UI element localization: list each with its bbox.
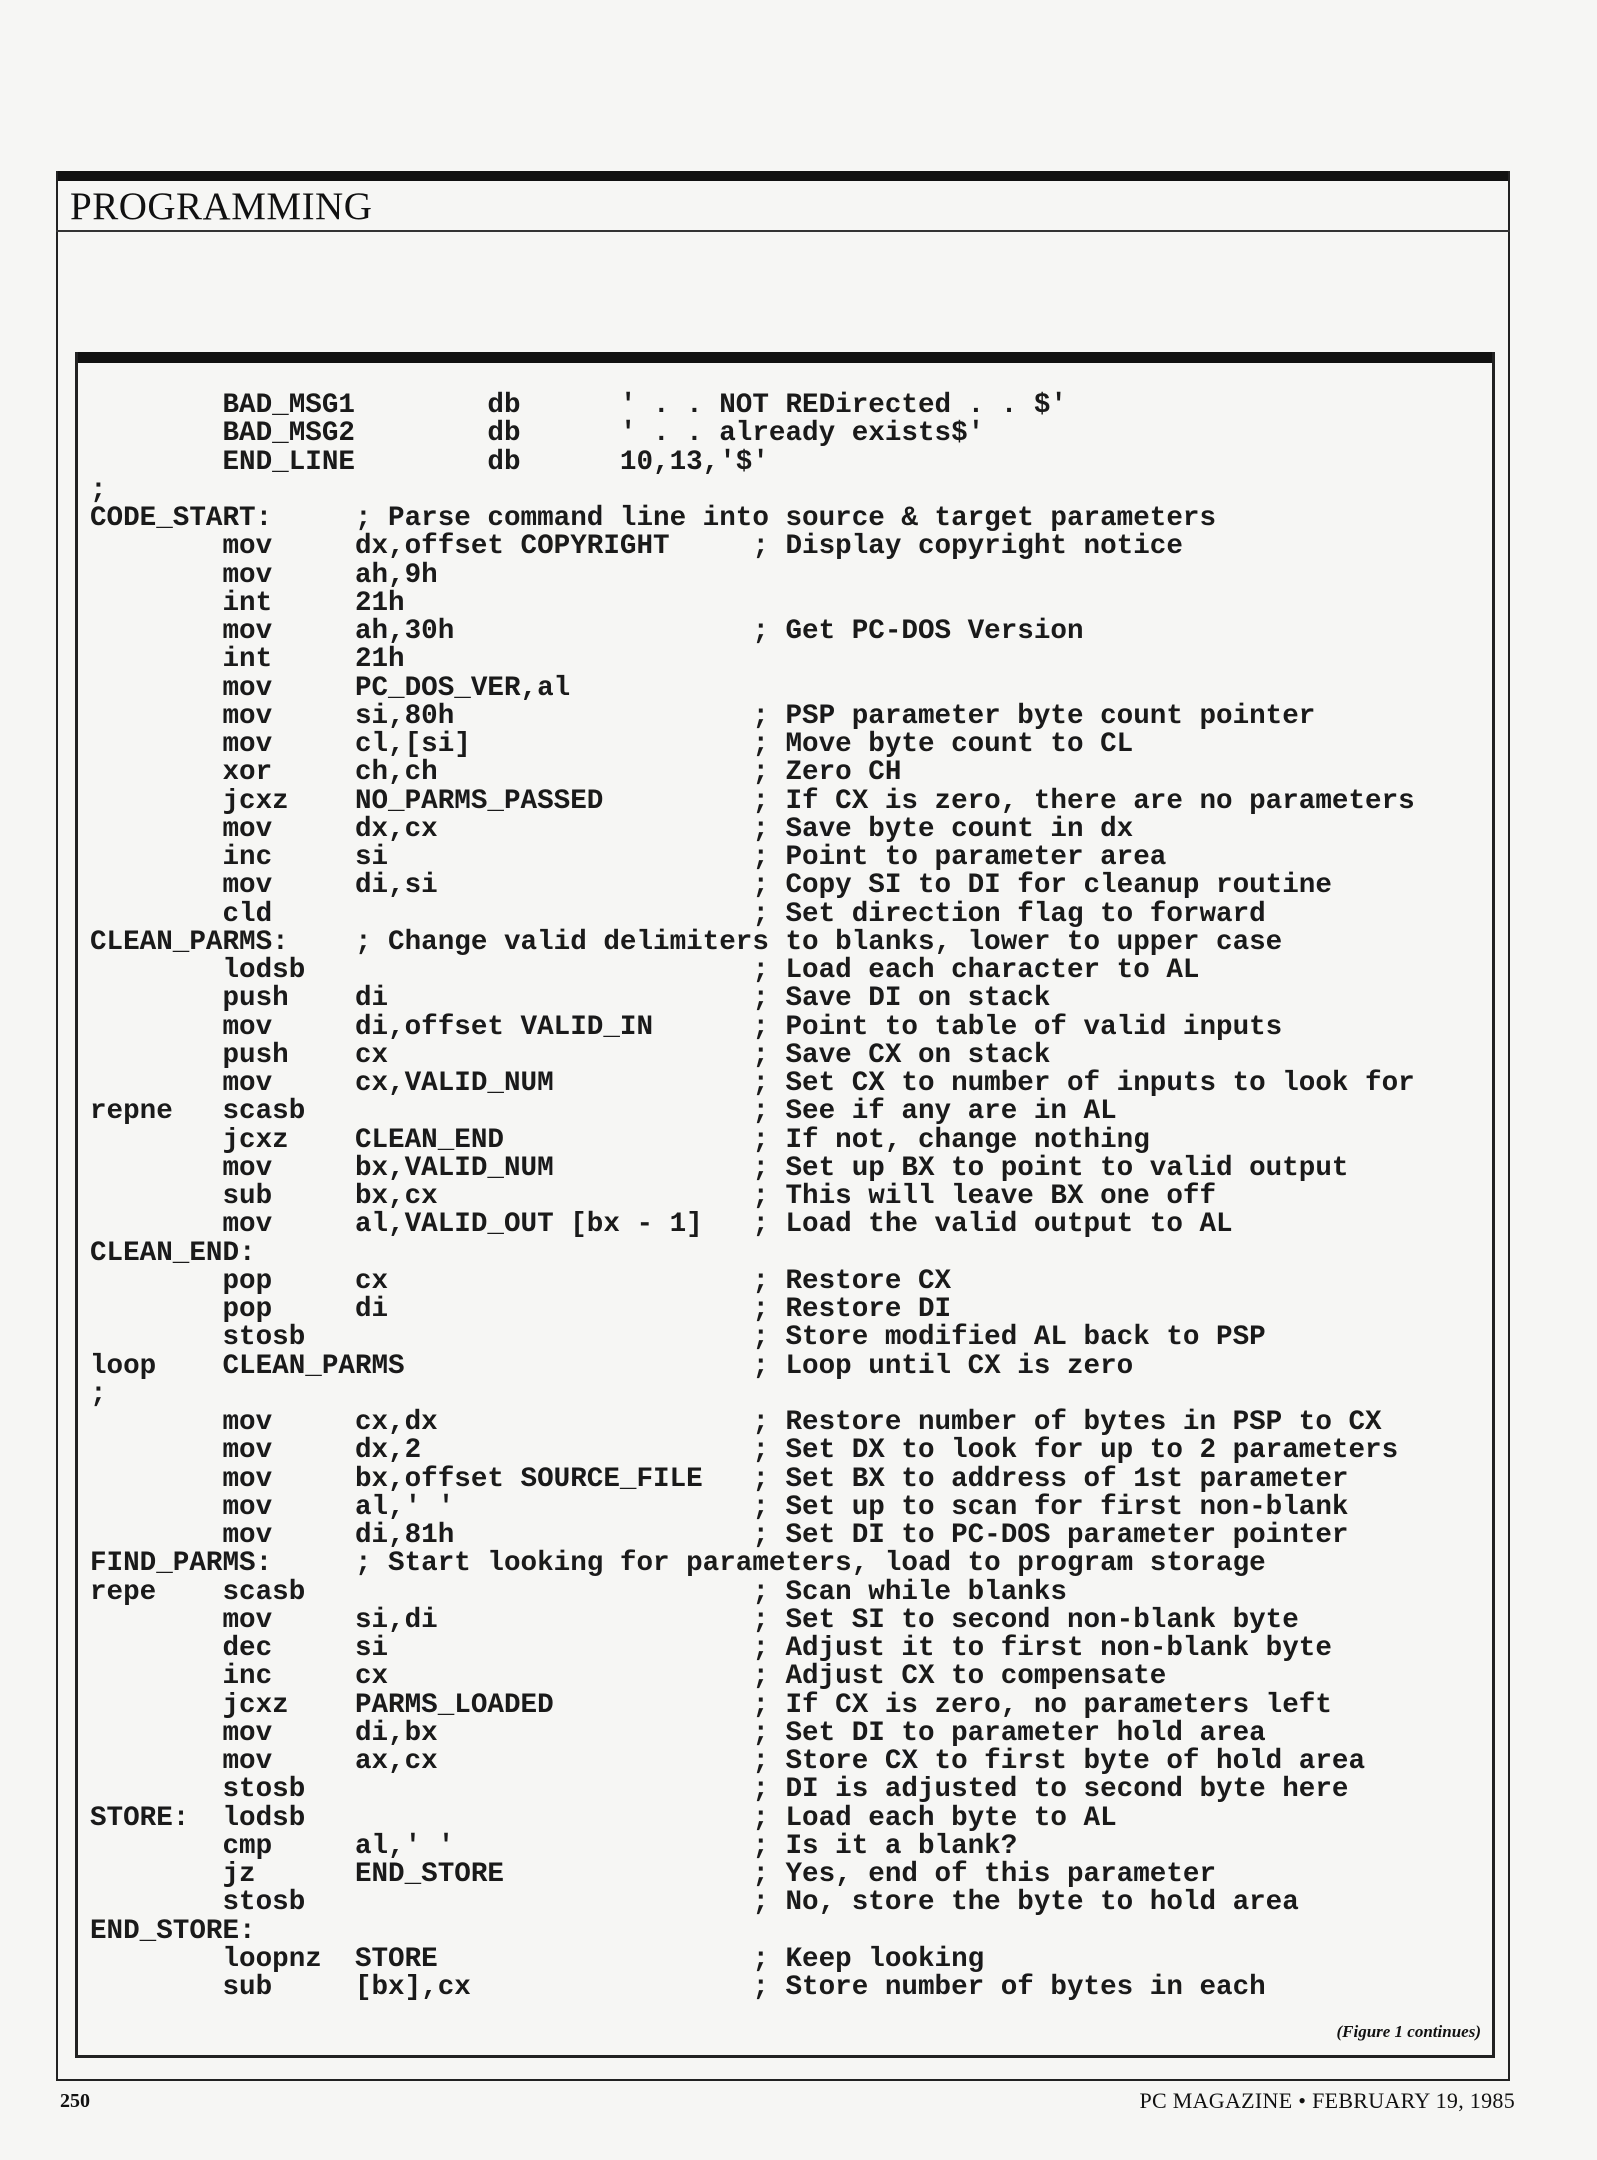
- code-line: mov cl,[si] ; Move byte count to CL: [90, 729, 1134, 760]
- header-divider: [56, 230, 1510, 232]
- code-line: mov di,81h ; Set DI to PC-DOS parameter pointer: [90, 1520, 1349, 1551]
- code-line: repne scasb ; See if any are in AL: [90, 1096, 1117, 1128]
- code-line: FIND_PARMS: ; Start looking for parameters, load to program storage: [90, 1548, 1266, 1580]
- code-line: pop cx ; Restore CX: [90, 1265, 952, 1297]
- code-line: mov di,offset VALID_IN ; Point to table of valid inputs: [90, 1011, 1283, 1043]
- code-line: stosb ; DI is adjusted to second byte here: [90, 1774, 1349, 1806]
- code-line: CLEAN_END:: [90, 1237, 256, 1269]
- code-line: mov di,bx ; Set DI to parameter hold area: [90, 1717, 1266, 1749]
- code-listing: [90, 392, 1415, 2002]
- code-line: int 21h: [90, 587, 405, 619]
- code-line: loop CLEAN_PARMS ; Loop until CX is zero: [90, 1350, 1134, 1382]
- code-line: mov ah,30h ; Get PC-DOS Version: [90, 616, 1084, 647]
- code-line: mov dx,2 ; Set DX to look for up to 2 parameters: [90, 1435, 1399, 1467]
- code-line: mov al,' ' ; Set up to scan for first non-blank: [90, 1491, 1349, 1523]
- code-line: sub [bx],cx ; Store number of bytes in each: [90, 1972, 1266, 2003]
- code-line: CLEAN_PARMS: ; Change valid delimiters to blanks, lower to upper case: [90, 926, 1283, 958]
- code-line: mov bx,offset SOURCE_FILE ; Set BX to address of 1st parameter: [90, 1463, 1349, 1495]
- code-line: mov cx,VALID_NUM ; Set CX to number of inputs to look for: [90, 1068, 1415, 1099]
- code-line: cmp al,' ' ; Is it a blank?: [90, 1830, 1018, 1862]
- figure-caption: (Figure 1 continues): [1336, 2022, 1481, 2041]
- code-line: END_LINE db 10,13,'$': [90, 446, 769, 478]
- code-line: push di ; Save DI on stack: [90, 983, 1051, 1015]
- code-line: cld ; Set direction flag to forward: [90, 898, 1266, 930]
- code-line: stosb ; Store modified AL back to PSP: [90, 1322, 1266, 1354]
- page-number: 250: [60, 2090, 90, 2112]
- code-line: dec si ; Adjust it to first non-blank byte: [90, 1633, 1332, 1664]
- code-line: mov dx,cx ; Save byte count in dx: [90, 813, 1134, 845]
- code-line: loopnz STORE ; Keep looking: [90, 1943, 985, 1975]
- code-line: CODE_START: ; Parse command line into source & target parameters: [90, 503, 1217, 534]
- code-line: sub bx,cx ; This will leave BX one off: [90, 1181, 1217, 1212]
- code-line: mov ax,cx ; Store CX to first byte of hold area: [90, 1746, 1366, 1777]
- code-line: jcxz CLEAN_END ; If not, change nothing: [90, 1124, 1150, 1156]
- code-line: ;: [90, 1378, 107, 1410]
- code-line: mov si,di ; Set SI to second non-blank byte: [90, 1604, 1299, 1636]
- code-line: mov di,si ; Copy SI to DI for cleanup routine: [90, 870, 1332, 902]
- code-line: inc cx ; Adjust CX to compensate: [90, 1661, 1167, 1693]
- code-line: jcxz NO_PARMS_PASSED ; If CX is zero, there are no parameters: [90, 785, 1415, 817]
- code-line: END_STORE:: [90, 1915, 256, 1947]
- code-line: mov ah,9h: [90, 559, 438, 591]
- publication-footer: PC MAGAZINE • FEBRUARY 19, 1985: [1139, 2088, 1515, 2113]
- code-line: STORE: lodsb ; Load each byte to AL: [90, 1802, 1117, 1834]
- code-line: stosb ; No, store the byte to hold area: [90, 1887, 1299, 1919]
- code-line: mov bx,VALID_NUM ; Set up BX to point to valid output: [90, 1152, 1349, 1184]
- code-line: BAD_MSG1 db ' . . NOT REDirected . . $': [90, 390, 1067, 421]
- code-line: push cx ; Save CX on stack: [90, 1039, 1051, 1071]
- code-line: mov al,VALID_OUT [bx - 1] ; Load the valid output to AL: [90, 1209, 1233, 1241]
- section-title: PROGRAMMING: [70, 185, 373, 228]
- code-line: pop di ; Restore DI: [90, 1294, 952, 1325]
- code-line: xor ch,ch ; Zero CH: [90, 757, 902, 789]
- code-line: jz END_STORE ; Yes, end of this parameter: [90, 1859, 1217, 1890]
- code-line: mov dx,offset COPYRIGHT ; Display copyright notice: [90, 531, 1183, 563]
- code-line: mov PC_DOS_VER,al: [90, 672, 571, 704]
- code-line: lodsb ; Load each character to AL: [90, 955, 1200, 986]
- code-line: jcxz PARMS_LOADED ; If CX is zero, no parameters left: [90, 1689, 1332, 1721]
- code-line: BAD_MSG2 db ' . . already exists$': [90, 418, 985, 450]
- code-line: repe scasb ; Scan while blanks: [90, 1576, 1067, 1608]
- code-line: ;: [90, 474, 107, 506]
- code-line: mov si,80h ; PSP parameter byte count pointer: [90, 700, 1316, 732]
- code-line: mov cx,dx ; Restore number of bytes in PSP to CX: [90, 1407, 1382, 1438]
- code-line: inc si ; Point to parameter area: [90, 842, 1167, 873]
- code-line: int 21h: [90, 644, 405, 676]
